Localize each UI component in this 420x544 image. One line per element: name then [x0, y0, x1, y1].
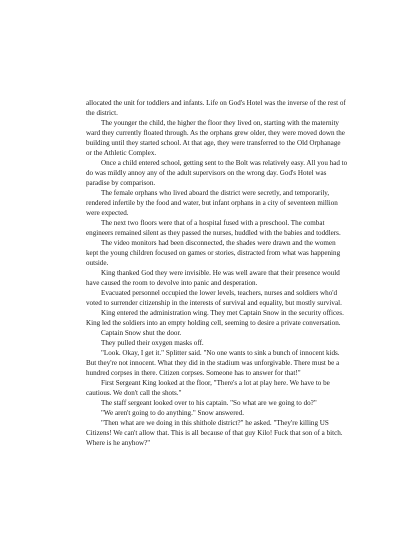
- paragraph-11: They pulled their oxygen masks off.: [101, 339, 204, 347]
- paragraph-3: Once a child entered school, getting sent to the Bolt was relatively easy. All you had to do was mildly annoy any of the adult supervisors on the wrong day. God's Hotel was paradise by comparison.: [86, 159, 348, 187]
- paragraph-5: The next two floors were that of a hospital fused with a preschool. The combat engineers remained silent as they passed the nurses, huddled with the babies and toddlers.: [86, 219, 341, 237]
- paragraph-16: "Then what are we doing in this shithole district?" he asked. "They're killing US Citizens! We can't allow that. This is all because of that guy Kilo! Fuck that son of a bitch. Where is he anyhow?": [86, 419, 343, 447]
- paragraph-7: King thanked God they were invisible. He was well aware that their presence would have caused the room to devolve into panic and desperation.: [86, 269, 340, 287]
- body-text: [86, 98, 348, 448]
- paragraph-15: "We aren't going to do anything." Snow answered.: [101, 409, 245, 417]
- paragraph-10: Captain Snow shut the door.: [101, 329, 182, 337]
- paragraph-12: "Look. Okay, I get it." Splitter said. "No one wants to sink a bunch of innocent kids. But they're not innocent. What they did in the stadium was unforgivable. There must be a hundred corpses in there. Citizen corpses. Someone has to answer for that!": [86, 349, 340, 377]
- paragraph-1: allocated the unit for toddlers and infants. Life on God's Hotel was the inverse of the rest of the district.: [86, 99, 346, 117]
- paragraph-6: The video monitors had been disconnected, the shades were drawn and the women kept the young children focused on games or stories, distracted from what was happening outside.: [86, 239, 341, 267]
- paragraph-13: First Sergeant King looked at the floor, "There's a lot at play here. We have to be cautious. We don't call the shots.": [86, 379, 330, 397]
- paragraph-4: The female orphans who lived aboard the district were secretly, and temporarily, rendered infertile by the food and water, but infant orphans in a city of seventeen million were expected.: [86, 189, 338, 217]
- paragraph-2: The younger the child, the higher the floor they lived on, starting with the maternity ward they currently floated through. As the orphans grew older, they were moved down the building until they started school. At that age, they were transferred to the Old Orphanage or the Athletic Complex.: [86, 119, 345, 157]
- paragraph-8: Evacuated personnel occupied the lower levels, teachers, nurses and soldiers who'd voted to surrender citizenship in the interests of survival and equality, but mostly survival.: [86, 289, 342, 307]
- paragraph-14: The staff sergeant looked over to his captain. "So what are we going to do?": [101, 399, 317, 407]
- paragraph-9: King entered the administration wing. They met Captain Snow in the security offices. King led the soldiers into an empty holding cell, seeming to desire a private conversation.: [86, 309, 344, 327]
